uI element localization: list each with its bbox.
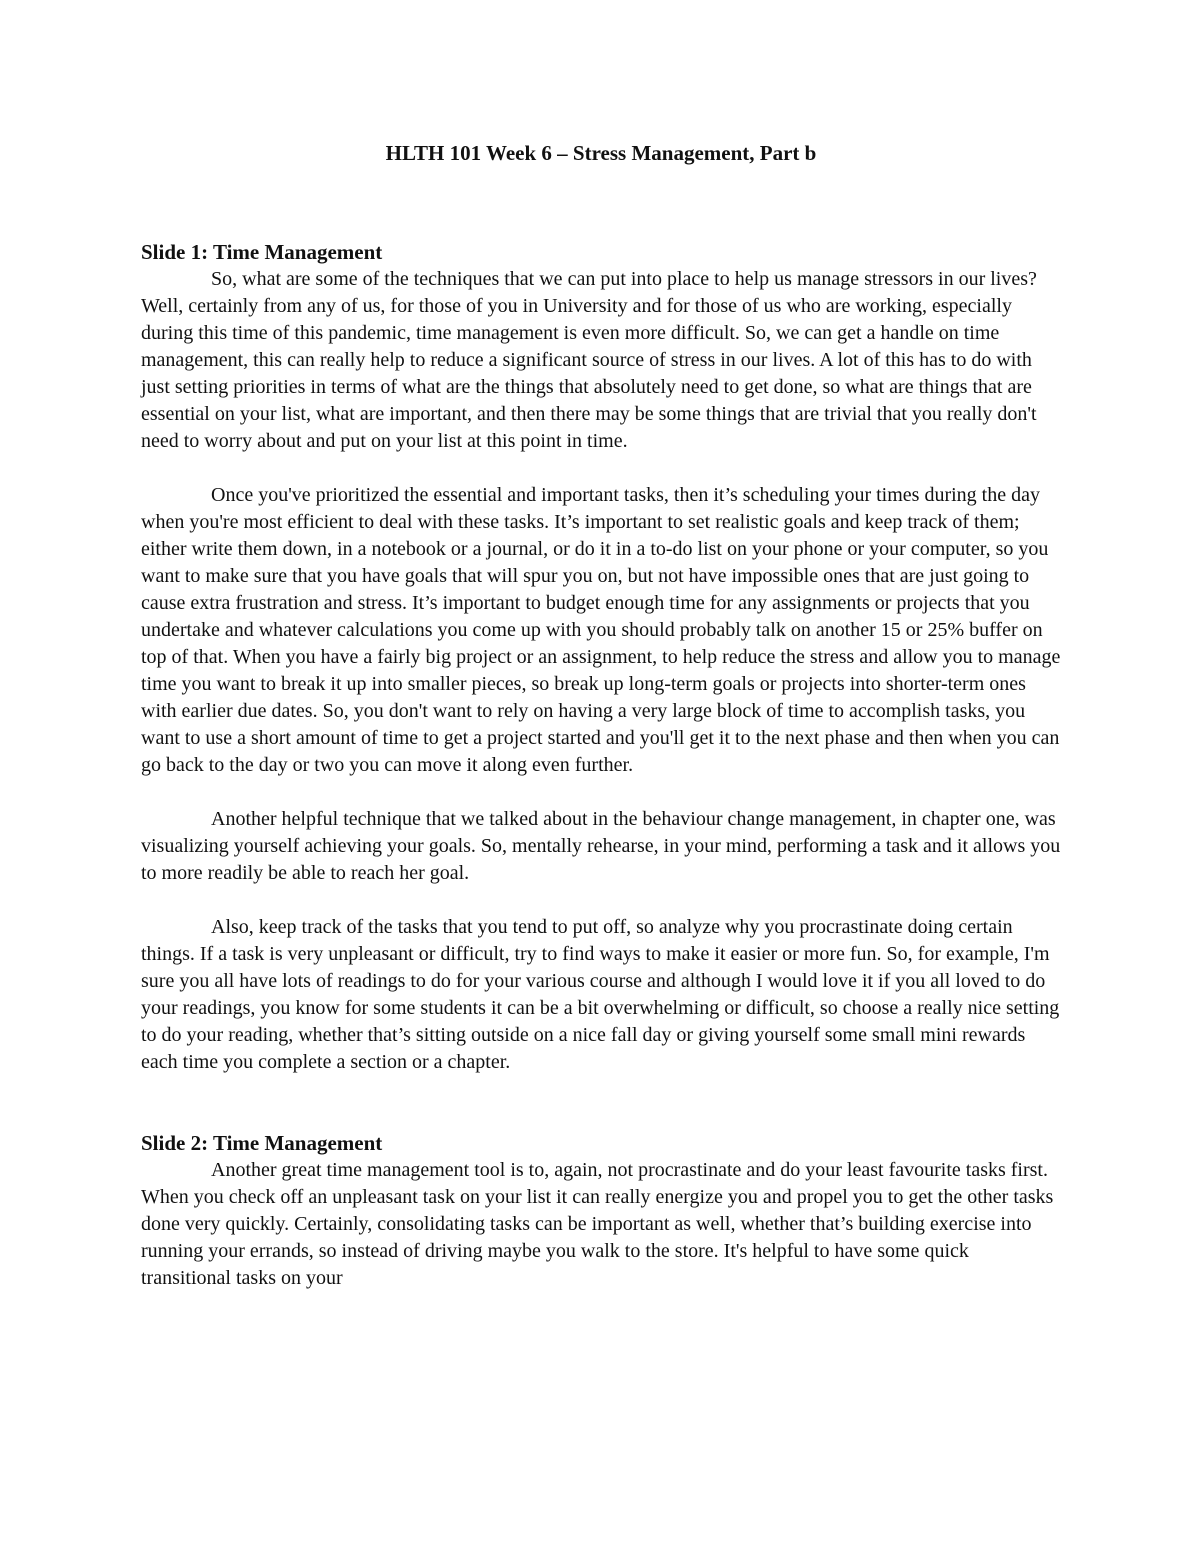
- paragraph: Also, keep track of the tasks that you tend to put off, so analyze why you procrastinate doing certain things. If a task is very unpleasant or difficult, try to find ways to make it easier or more fun. So, for example, I'm sure you all have lots of readings to do for your various course and although I would love it if you all loved to do your readings, you know for some students it can be a bit overwhelming or difficult, so choose a really nice setting to do your reading, whether that’s sitting outside on a nice fall day or giving yourself some small mini rewards each time you complete a section or a chapter.: [141, 916, 1060, 1073]
- paragraph: Another helpful technique that we talked about in the behaviour change management, in chapter one, was visualizing yourself achieving your goals. So, mentally rehearse, in your mind, performing a task and it allows you to more readily be able to reach her goal.: [141, 808, 1061, 884]
- document-title: HLTH 101 Week 6 – Stress Management, Part b: [385, 141, 817, 165]
- section-slide-1: [141, 239, 1061, 1076]
- paragraph: So, what are some of the techniques that we can put into place to help us manage stressors in our lives? Well, certainly from any of us, for those of you in University and for those of us who are working, especially during this time of this pandemic, time management is even more difficult. So, we can get a handle on time management, this can really help to reduce a significant source of stress in our lives. A lot of this has to do with just setting priorities in terms of what are the things that absolutely need to get done, so what are things that are essential on your list, what are important, and then there may be some things that are trivial that you really don't need to worry about and put on your list at this point in time.: [141, 268, 1037, 452]
- section-heading: Slide 1: Time Management: [141, 240, 383, 264]
- document-page: [141, 140, 1061, 1292]
- section-slide-2: [141, 1130, 1061, 1292]
- paragraph: Once you've prioritized the essential and important tasks, then it’s scheduling your times during the day when you're most efficient to deal with these tasks. It’s important to set realistic goals and keep track of them; either write them down, in a notebook or a journal, or do it in a to-do list on your phone or your computer, so you want to make sure that you have goals that will spur you on, but not have impossible ones that are just going to cause extra frustration and stress. It’s important to budget enough time for any assignments or projects that you undertake and whatever calculations you come up with you should probably talk on another 15 or 25% buffer on top of that. When you have a fairly big project or an assignment, to help reduce the stress and allow you to manage time you want to break it up into smaller pieces, so break up long-term goals or projects into shorter-term ones with earlier due dates. So, you don't want to rely on having a very large block of time to accomplish tasks, you want to use a short amount of time to get a project started and you'll get it to the next phase and then when you can go back to the day or two you can move it along even further.: [141, 484, 1061, 776]
- section-heading: Slide 2: Time Management: [141, 1131, 383, 1155]
- paragraph: Another great time management tool is to, again, not procrastinate and do your least favourite tasks first. When you check off an unpleasant task on your list it can really energize you and propel you to get the other tasks done very quickly. Certainly, consolidating tasks can be important as well, whether that’s building exercise into running your errands, so instead of driving maybe you walk to the store. It's helpful to have some quick transitional tasks on your: [141, 1159, 1054, 1289]
